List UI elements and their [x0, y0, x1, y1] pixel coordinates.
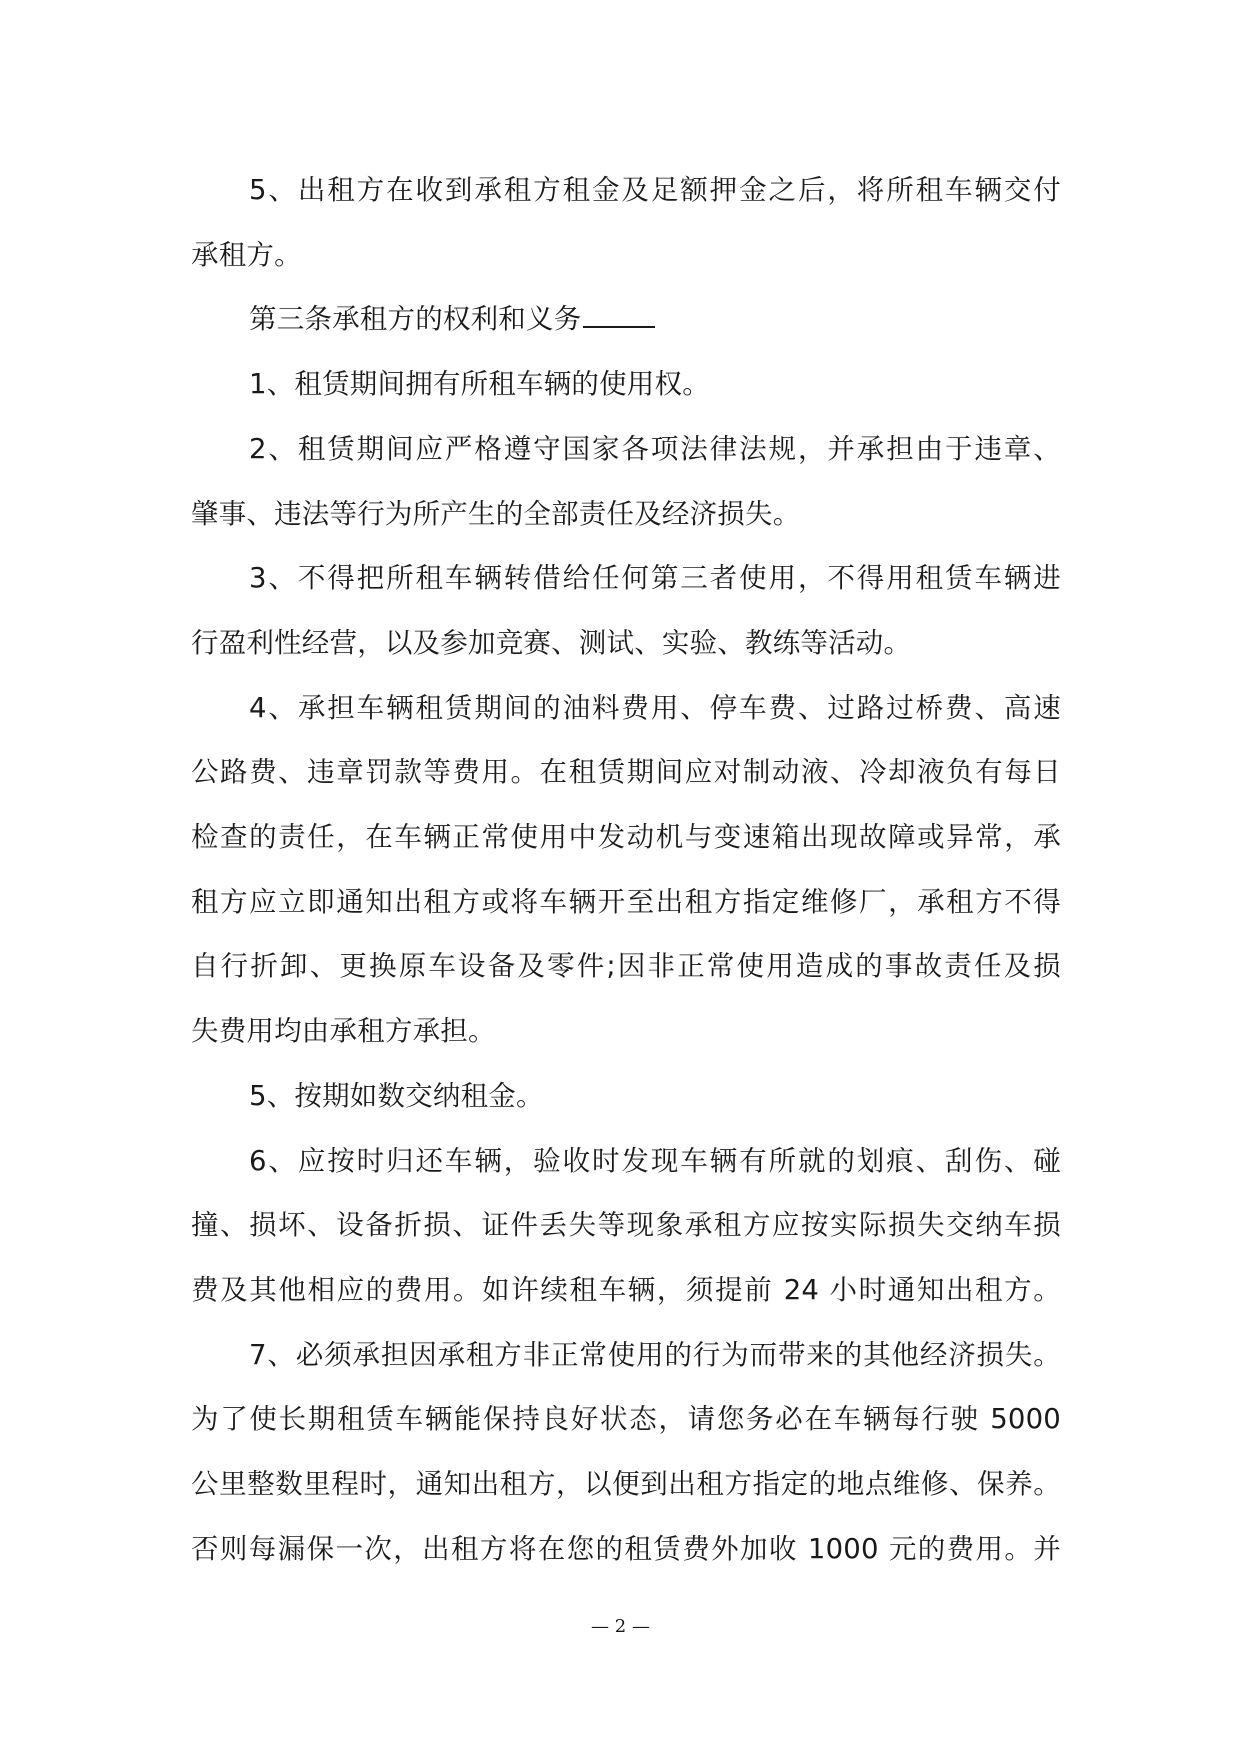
text-line-content: 费及其他相应的费用。如许续租车辆，须提前 24 小时通知出租方。	[191, 1273, 1061, 1306]
text-line	[191, 999, 1061, 1064]
text-line	[191, 611, 1061, 676]
text-line	[191, 1517, 1061, 1582]
text-line-content: 承租方。	[191, 238, 302, 271]
text-line-content: 行盈利性经营，以及参加竞赛、测试、实验、教练等活动。	[191, 626, 912, 659]
text-line	[191, 1064, 1061, 1129]
page-number: — 2 —	[591, 1616, 650, 1637]
text-line	[191, 417, 1061, 482]
document-body	[191, 158, 1061, 1581]
text-line-content: 租方应立即通知出租方或将车辆开至出租方指定维修厂，承租方不得	[191, 885, 1061, 918]
text-line-content: 5、出租方在收到承租方租金及足额押金之后，将所租车辆交付	[249, 174, 1061, 206]
text-line	[191, 1193, 1061, 1258]
text-line-content: 6、应按时归还车辆，验收时发现车辆有所就的划痕、刮伤、碰	[249, 1144, 1061, 1177]
text-line-content: 2、租赁期间应严格遵守国家各项法律法规，并承担由于违章、	[249, 432, 1061, 465]
text-line	[191, 934, 1061, 999]
blank-underline	[583, 304, 655, 328]
text-line-content: 第三条承租方的权利和义务	[249, 303, 582, 336]
text-line	[191, 1258, 1061, 1323]
text-line	[191, 1387, 1061, 1452]
text-line-content: 否则每漏保一次，出租方将在您的租赁费外加收 1000 元的费用。并	[191, 1532, 1061, 1565]
text-line	[191, 676, 1061, 741]
text-line	[191, 287, 1061, 352]
text-line	[191, 740, 1061, 805]
text-line	[191, 482, 1061, 547]
text-line-content: 公里整数里程时，通知出租方，以便到出租方指定的地点维修、保养。	[191, 1468, 1061, 1501]
text-line-content: 自行折卸、更换原车设备及零件;因非正常使用造成的事故责任及损	[191, 950, 1061, 983]
text-line	[191, 1452, 1061, 1517]
text-line	[191, 352, 1061, 417]
text-line-content: 失费用均由承租方承担。	[191, 1015, 496, 1048]
text-line-content: 公路费、违章罚款等费用。在租赁期间应对制动液、冷却液负有每日	[191, 756, 1061, 789]
text-line-content: 7、必须承担因承租方非正常使用的行为而带来的其他经济损失。	[249, 1338, 1061, 1371]
text-line-content: 检查的责任，在车辆正常使用中发动机与变速箱出现故障或异常，承	[191, 821, 1061, 854]
text-line-content: 3、不得把所租车辆转借给任何第三者使用，不得用租赁车辆进	[249, 562, 1061, 595]
text-line-content: 5、按期如数交纳租金。	[249, 1079, 544, 1112]
text-line	[191, 805, 1061, 870]
text-line-content: 撞、损坏、设备折损、证件丢失等现象承租方应按实际损失交纳车损	[191, 1209, 1061, 1242]
text-line	[191, 546, 1061, 611]
text-line-content: 1、租赁期间拥有所租车辆的使用权。	[249, 368, 710, 401]
text-line-content: 肇事、违法等行为所产生的全部责任及经济损失。	[191, 497, 801, 530]
text-line-content: 为了使长期租赁车辆能保持良好状态，请您务必在车辆每行驶 5000	[191, 1403, 1061, 1436]
text-line	[191, 1323, 1061, 1388]
text-line-content: 4、承担车辆租赁期间的油料费用、停车费、过路过桥费、高速	[249, 691, 1061, 724]
text-line	[191, 223, 1061, 288]
text-line	[191, 870, 1061, 935]
text-line	[191, 158, 1061, 223]
text-line	[191, 1129, 1061, 1194]
